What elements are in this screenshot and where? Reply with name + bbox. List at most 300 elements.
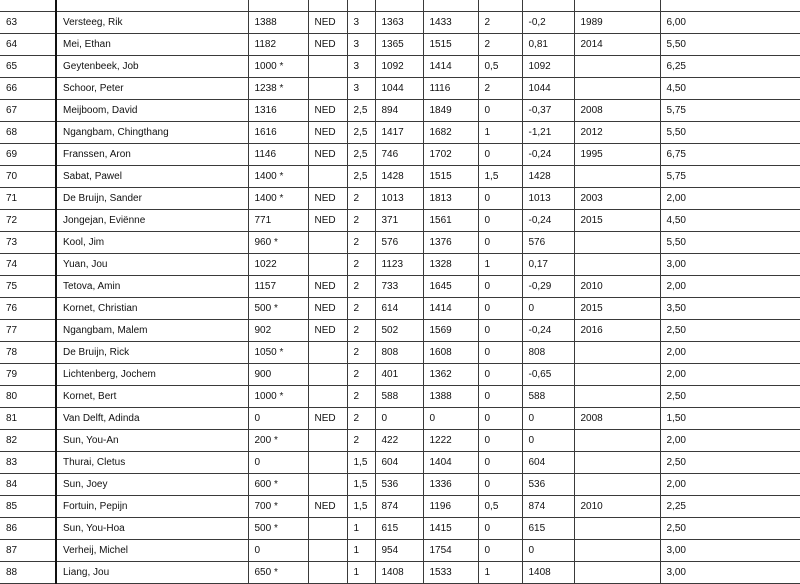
tpr-cell: 371 [375,210,423,232]
year-cell: 2010 [574,276,660,298]
avg-opponent-cell: 1561 [423,210,478,232]
rank-cell: 70 [0,166,56,188]
tpr-cell: 576 [375,232,423,254]
rating-change-cell: 1428 [522,166,574,188]
federation-cell [308,474,347,496]
tiebreak-cell: 1,50 [660,408,800,430]
rank-cell: 76 [0,298,56,320]
tiebreak-cell: 3,00 [660,562,800,584]
table-row [0,364,800,386]
tiebreak-cell: 6,25 [660,56,800,78]
rank-cell: 80 [0,386,56,408]
rank-cell: 71 [0,188,56,210]
table-row-partial [0,0,800,12]
tpr-cell: 1417 [375,122,423,144]
avg-opponent-cell: 1404 [423,452,478,474]
table-row [0,210,800,232]
avg-opponent-cell: 1196 [423,496,478,518]
tiebreak-cell: 3,00 [660,254,800,276]
table-row [0,56,800,78]
year-cell [574,518,660,540]
table-row [0,408,800,430]
year-cell: 2012 [574,122,660,144]
points-cell: 2,5 [347,100,375,122]
wins-cell: 0 [478,276,522,298]
points-cell: 2 [347,408,375,430]
rating-change-cell: 0 [522,430,574,452]
tiebreak-cell: 6,75 [660,144,800,166]
avg-opponent-cell: 1222 [423,430,478,452]
rank-cell: 64 [0,34,56,56]
rating-cell: 1000 * [248,56,308,78]
tpr-cell: 746 [375,144,423,166]
tpr-cell: 1365 [375,34,423,56]
rank-cell: 87 [0,540,56,562]
wins-cell: 1,5 [478,166,522,188]
table-row [0,540,800,562]
rank-cell: 72 [0,210,56,232]
rating-change-cell: 576 [522,232,574,254]
year-cell: 1989 [574,12,660,34]
rating-cell: 600 * [248,474,308,496]
tiebreak-cell: 2,00 [660,188,800,210]
tpr-cell: 422 [375,430,423,452]
wins-cell: 0 [478,210,522,232]
player-name-cell: Tetova, Amin [56,276,248,298]
player-name-cell: De Bruijn, Rick [56,342,248,364]
rating-change-cell: 588 [522,386,574,408]
points-cell: 2 [347,210,375,232]
table-row [0,12,800,34]
points-cell: 2,5 [347,144,375,166]
rating-cell: 1022 [248,254,308,276]
rating-change-cell: -0,37 [522,100,574,122]
tpr-cell: 615 [375,518,423,540]
year-cell [574,78,660,100]
wins-cell: 0 [478,364,522,386]
federation-cell: NED [308,496,347,518]
year-cell: 1995 [574,144,660,166]
wins-cell: 2 [478,34,522,56]
rating-cell: 0 [248,452,308,474]
tiebreak-cell: 2,50 [660,386,800,408]
rating-cell: 650 * [248,562,308,584]
avg-opponent-cell: 1336 [423,474,478,496]
points-cell: 2 [347,364,375,386]
federation-cell [308,518,347,540]
avg-opponent-cell: 1415 [423,518,478,540]
tpr-cell: 401 [375,364,423,386]
wins-cell: 0,5 [478,496,522,518]
tiebreak-cell: 2,00 [660,364,800,386]
points-cell: 2 [347,276,375,298]
year-cell: 2015 [574,298,660,320]
rating-change-cell: 1013 [522,188,574,210]
tpr-cell: 1013 [375,188,423,210]
rating-cell: 1316 [248,100,308,122]
table-row [0,562,800,584]
tpr-cell: 1092 [375,56,423,78]
rating-cell: 1400 * [248,188,308,210]
points-cell: 2 [347,386,375,408]
rating-cell: 0 [248,540,308,562]
avg-opponent-cell: 1645 [423,276,478,298]
tiebreak-cell: 5,50 [660,232,800,254]
rank-cell: 81 [0,408,56,430]
tiebreak-cell: 5,75 [660,166,800,188]
wins-cell: 0 [478,540,522,562]
federation-cell [308,540,347,562]
points-cell: 1,5 [347,496,375,518]
tiebreak-cell: 3,50 [660,298,800,320]
federation-cell: NED [308,12,347,34]
tiebreak-cell: 4,50 [660,210,800,232]
wins-cell: 2 [478,12,522,34]
federation-cell [308,78,347,100]
points-cell: 1 [347,518,375,540]
points-cell: 2,5 [347,166,375,188]
federation-cell [308,452,347,474]
table-row [0,452,800,474]
year-cell [574,430,660,452]
rating-cell: 700 * [248,496,308,518]
player-name-cell: Liang, Jou [56,562,248,584]
rating-cell: 1157 [248,276,308,298]
player-name-cell: Mei, Ethan [56,34,248,56]
year-cell: 2015 [574,210,660,232]
avg-opponent-cell: 1116 [423,78,478,100]
player-name-cell: Sun, Joey [56,474,248,496]
rating-change-cell: -0,29 [522,276,574,298]
year-cell: 2010 [574,496,660,518]
player-name-cell: Meijboom, David [56,100,248,122]
year-cell [574,452,660,474]
tiebreak-cell: 2,50 [660,518,800,540]
avg-opponent-cell: 1813 [423,188,478,210]
wins-cell: 0 [478,320,522,342]
player-name-cell: Ngangbam, Malem [56,320,248,342]
federation-cell: NED [308,298,347,320]
rank-cell: 88 [0,562,56,584]
wins-cell: 1 [478,562,522,584]
rating-cell: 500 * [248,518,308,540]
points-cell: 1 [347,562,375,584]
player-name-cell: Kornet, Christian [56,298,248,320]
federation-cell [308,166,347,188]
table-row [0,430,800,452]
avg-opponent-cell: 1682 [423,122,478,144]
table-row [0,298,800,320]
avg-opponent-cell: 1388 [423,386,478,408]
rank-cell: 66 [0,78,56,100]
avg-opponent-cell: 1533 [423,562,478,584]
tpr-cell: 1408 [375,562,423,584]
rating-cell: 1050 * [248,342,308,364]
table-row [0,34,800,56]
player-name-cell: Fortuin, Pepijn [56,496,248,518]
rank-cell: 67 [0,100,56,122]
rank-cell: 63 [0,12,56,34]
rating-change-cell: 1408 [522,562,574,584]
rating-cell: 1182 [248,34,308,56]
tiebreak-cell: 6,00 [660,12,800,34]
rating-change-cell: -0,2 [522,12,574,34]
rating-change-cell: 604 [522,452,574,474]
player-name-cell: Sabat, Pawel [56,166,248,188]
table-row [0,386,800,408]
points-cell: 2 [347,320,375,342]
rank-cell: 86 [0,518,56,540]
tiebreak-cell: 2,00 [660,474,800,496]
federation-cell [308,430,347,452]
table-row [0,166,800,188]
year-cell [574,540,660,562]
year-cell: 2016 [574,320,660,342]
points-cell: 3 [347,78,375,100]
tpr-cell: 614 [375,298,423,320]
rank-cell: 78 [0,342,56,364]
federation-cell [308,386,347,408]
federation-cell [308,56,347,78]
rating-cell: 771 [248,210,308,232]
player-name-cell: Sun, You-An [56,430,248,452]
rating-change-cell: -0,24 [522,320,574,342]
table-row [0,320,800,342]
points-cell: 3 [347,12,375,34]
tiebreak-cell: 5,75 [660,100,800,122]
tiebreak-cell: 2,00 [660,276,800,298]
table-row [0,232,800,254]
rating-change-cell: -0,65 [522,364,574,386]
player-name-cell: Franssen, Aron [56,144,248,166]
rating-cell: 1400 * [248,166,308,188]
year-cell: 2014 [574,34,660,56]
points-cell: 2 [347,254,375,276]
year-cell: 2003 [574,188,660,210]
federation-cell: NED [308,276,347,298]
avg-opponent-cell: 1433 [423,12,478,34]
year-cell [574,56,660,78]
player-name-cell: Kornet, Bert [56,386,248,408]
year-cell: 2008 [574,408,660,430]
wins-cell: 0 [478,386,522,408]
rating-change-cell: 874 [522,496,574,518]
year-cell [574,254,660,276]
table-row [0,518,800,540]
rating-change-cell: -1,21 [522,122,574,144]
federation-cell: NED [308,320,347,342]
avg-opponent-cell: 1569 [423,320,478,342]
federation-cell: NED [308,210,347,232]
rank-cell: 82 [0,430,56,452]
tiebreak-cell: 5,50 [660,34,800,56]
rating-change-cell: -0,24 [522,210,574,232]
wins-cell: 2 [478,78,522,100]
wins-cell: 0,5 [478,56,522,78]
rating-cell: 0 [248,408,308,430]
player-name-cell: Ngangbam, Chingthang [56,122,248,144]
tiebreak-cell: 4,50 [660,78,800,100]
table-row [0,100,800,122]
wins-cell: 0 [478,518,522,540]
tiebreak-cell: 2,00 [660,342,800,364]
table-row [0,342,800,364]
year-cell [574,364,660,386]
tiebreak-cell: 2,25 [660,496,800,518]
player-name-cell: Yuan, Jou [56,254,248,276]
year-cell [574,232,660,254]
tpr-cell: 588 [375,386,423,408]
avg-opponent-cell: 1376 [423,232,478,254]
avg-opponent-cell: 1515 [423,166,478,188]
rank-cell: 73 [0,232,56,254]
avg-opponent-cell: 1754 [423,540,478,562]
federation-cell: NED [308,144,347,166]
rank-cell: 65 [0,56,56,78]
rating-change-cell: -0,24 [522,144,574,166]
tiebreak-cell: 2,50 [660,452,800,474]
tpr-cell: 0 [375,408,423,430]
rating-cell: 200 * [248,430,308,452]
rating-cell: 900 [248,364,308,386]
rating-cell: 1146 [248,144,308,166]
rating-cell: 960 * [248,232,308,254]
rating-cell: 1000 * [248,386,308,408]
avg-opponent-cell: 1608 [423,342,478,364]
rating-change-cell: 808 [522,342,574,364]
rating-change-cell: 615 [522,518,574,540]
rating-cell: 1616 [248,122,308,144]
avg-opponent-cell: 1849 [423,100,478,122]
rating-change-cell: 1044 [522,78,574,100]
tpr-cell: 954 [375,540,423,562]
tpr-cell: 1044 [375,78,423,100]
rating-change-cell: 0,81 [522,34,574,56]
tiebreak-cell: 2,50 [660,320,800,342]
table-row [0,474,800,496]
wins-cell: 0 [478,100,522,122]
tpr-cell: 536 [375,474,423,496]
federation-cell: NED [308,122,347,144]
avg-opponent-cell: 0 [423,408,478,430]
player-name-cell: Geytenbeek, Job [56,56,248,78]
points-cell: 2 [347,232,375,254]
player-name-cell: Kool, Jim [56,232,248,254]
rating-change-cell: 1092 [522,56,574,78]
wins-cell: 0 [478,408,522,430]
rating-cell: 1388 [248,12,308,34]
rank-cell: 83 [0,452,56,474]
rank-cell: 85 [0,496,56,518]
year-cell [574,562,660,584]
tpr-cell: 502 [375,320,423,342]
rating-cell: 500 * [248,298,308,320]
table-row [0,188,800,210]
tpr-cell: 604 [375,452,423,474]
points-cell: 1,5 [347,474,375,496]
player-name-cell: Lichtenberg, Jochem [56,364,248,386]
tpr-cell: 894 [375,100,423,122]
points-cell: 1 [347,540,375,562]
points-cell: 3 [347,34,375,56]
year-cell: 2008 [574,100,660,122]
federation-cell [308,232,347,254]
points-cell: 2 [347,430,375,452]
year-cell [574,386,660,408]
rating-change-cell: 0,17 [522,254,574,276]
player-name-cell: Jongejan, Eviënne [56,210,248,232]
rating-change-cell: 0 [522,408,574,430]
avg-opponent-cell: 1328 [423,254,478,276]
rank-cell: 77 [0,320,56,342]
player-name-cell: Versteeg, Rik [56,12,248,34]
year-cell [574,474,660,496]
rank-cell: 75 [0,276,56,298]
federation-cell: NED [308,408,347,430]
tpr-cell: 1123 [375,254,423,276]
table-row [0,496,800,518]
table-row [0,254,800,276]
avg-opponent-cell: 1414 [423,298,478,320]
rank-cell: 74 [0,254,56,276]
rank-cell: 79 [0,364,56,386]
tiebreak-cell: 2,00 [660,430,800,452]
player-name-cell: Sun, You-Hoa [56,518,248,540]
tpr-cell: 874 [375,496,423,518]
points-cell: 2 [347,188,375,210]
tiebreak-cell: 3,00 [660,540,800,562]
table-row [0,78,800,100]
rank-cell: 68 [0,122,56,144]
avg-opponent-cell: 1414 [423,56,478,78]
points-cell: 1,5 [347,452,375,474]
wins-cell: 0 [478,232,522,254]
wins-cell: 0 [478,144,522,166]
player-name-cell: De Bruijn, Sander [56,188,248,210]
tpr-cell: 1363 [375,12,423,34]
year-cell [574,342,660,364]
avg-opponent-cell: 1515 [423,34,478,56]
wins-cell: 0 [478,430,522,452]
wins-cell: 0 [478,298,522,320]
federation-cell [308,562,347,584]
player-name-cell: Thurai, Cletus [56,452,248,474]
avg-opponent-cell: 1702 [423,144,478,166]
tiebreak-cell: 5,50 [660,122,800,144]
rating-cell: 1238 * [248,78,308,100]
federation-cell: NED [308,188,347,210]
federation-cell: NED [308,34,347,56]
wins-cell: 1 [478,254,522,276]
tpr-cell: 1428 [375,166,423,188]
points-cell: 3 [347,56,375,78]
wins-cell: 1 [478,122,522,144]
federation-cell [308,364,347,386]
federation-cell: NED [308,100,347,122]
year-cell [574,166,660,188]
table-row [0,276,800,298]
points-cell: 2 [347,342,375,364]
rating-change-cell: 0 [522,298,574,320]
player-name-cell: Van Delft, Adinda [56,408,248,430]
rating-change-cell: 0 [522,540,574,562]
player-name-cell: Schoor, Peter [56,78,248,100]
tpr-cell: 733 [375,276,423,298]
federation-cell [308,342,347,364]
federation-cell [308,254,347,276]
wins-cell: 0 [478,474,522,496]
wins-cell: 0 [478,452,522,474]
